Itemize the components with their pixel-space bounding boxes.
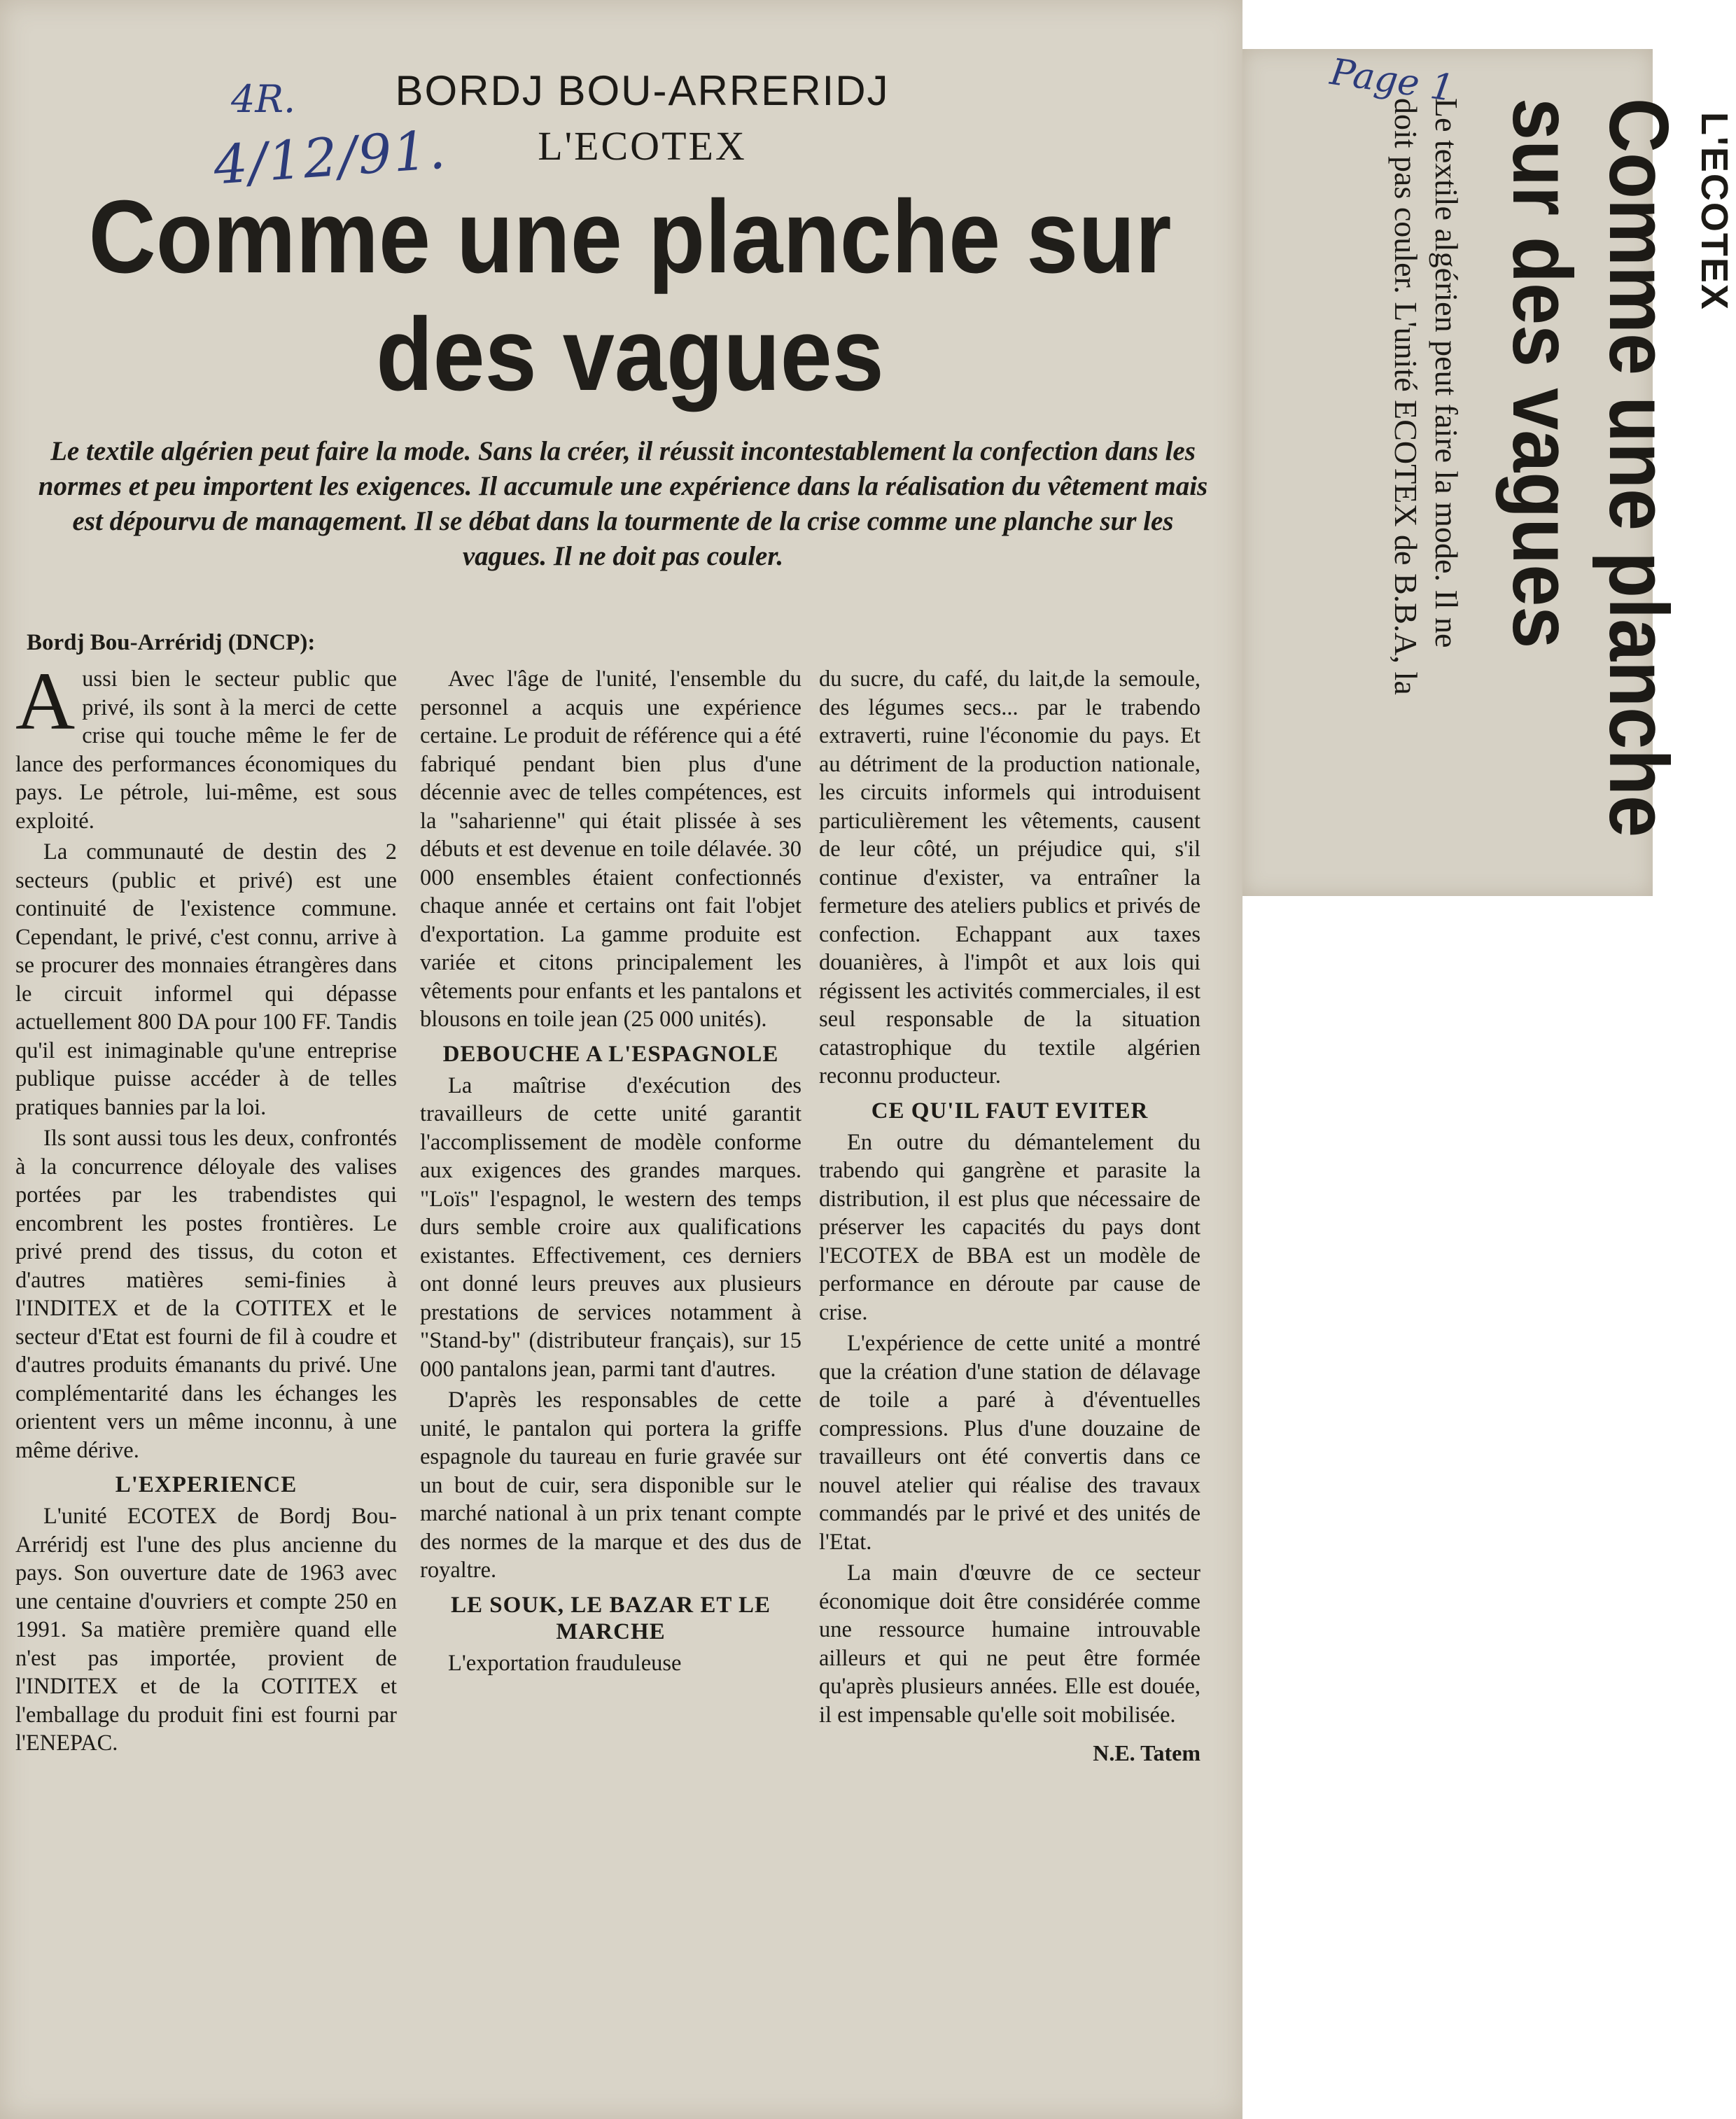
paragraph: En outre du démantelement du trabendo qui gangrène et parasite la distribution, il est plus que nécessaire de préserver les capacités du pays dont l'ECOTEX de BBA est un modèle de performance en déroute par cause de crise. [819, 1129, 1200, 1325]
side-lede-line-2: doit pas couler. L'unité ECOTEX de B.B.A, la [1388, 98, 1424, 695]
article-lede: Le textile algérien peut faire la mode. Sans la créer, il réussit incontestablement la confection dans les normes et peu importent les exigences. Il accumule une expérience dans la réalisation du vêtement mais est dépourvu de management. Il se débat dans la tourmente de la crise comme une planche sur les vagues. Il ne doit pas couler. [38, 436, 1208, 571]
side-headline-line-1: Comme une planche [1592, 98, 1686, 838]
paragraph: La maîtrise d'exécution des travailleurs de cette unité garantit l'accomplissement de modèle conforme aux exigences des grandes marques. "Loïs" l'espagnol, le western des temps durs semble croire aux qualifications existantes. Effectivement, ces derniers ont donné leurs preuves aux plusieurs prestations de services notamment à "Stand-by" (distributeur français), sur 15 000 pantalons jean, parmi tant d'autres. [420, 1072, 802, 1382]
subheading-eviter: CE QU'IL FAUT EVITER [871, 1098, 1149, 1124]
company-kicker: L'ECOTEX [538, 123, 747, 169]
handwritten-date: 4/12/91. [211, 118, 449, 197]
subheading-experience: L'EXPERIENCE [115, 1472, 298, 1497]
article-headline: Comme une planche sur des vagues [88, 179, 1172, 412]
article-column-1 [15, 655, 397, 1761]
article-column-2 [420, 665, 802, 1680]
side-lede [1385, 98, 1466, 882]
paragraph: L'unité ECOTEX de Bordj Bou-Arréridj est l'une des plus ancienne du pays. Son ouverture date de 1963 avec une centaine d'ouvriers et compte 250 en 1991. Sa matière première quand elle n'est pas importée, provient de l'INDITEX et de la COTITEX et l'emballage du produit fini est fourni par l'ENEPAC. [15, 1504, 397, 1756]
location-kicker: BORDJ BOU-ARRERIDJ [395, 67, 890, 114]
article-column-3 [819, 665, 1200, 1768]
side-headline [1494, 98, 1687, 837]
drop-cap: A [15, 655, 76, 747]
paragraph: D'après les responsables de cette unité, le pantalon qui portera la griffe espagnole du taureau en furie gravée sur un bout de cuir, sera disponible sur le marché national à un prix tenant compte des normes de la marque et des dus de royaltre. [420, 1387, 802, 1583]
paragraph: La main d'œuvre de ce secteur économique doit être considérée comme une ressource humaine introuvable ailleurs et qui ne peut être formée qu'après plusieurs années. Elle est douée, il est impensable qu'elle soit mobilisée. [819, 1560, 1200, 1728]
subheading-debouche: DEBOUCHE A L'ESPAGNOLE [442, 1041, 779, 1067]
handwritten-date-prefix: 4R. [231, 77, 296, 121]
side-headline-line-2: sur des vagues [1495, 98, 1589, 649]
paragraph: L'expérience de cette unité a montré que la création d'une station de délavage de toile a paré à d'éventuelles compressions. Plus d'une douzaine de travailleurs ont été convertis dans ce nouvel atelier qui réalise des travaux commandés par le privé et des unités de l'Etat. [819, 1331, 1200, 1555]
author-signature: N.E. Tatem [1093, 1740, 1200, 1765]
paragraph: L'exportation frauduleuse [448, 1650, 682, 1676]
side-lede-line-1: Le textile algérien peut faire la mode. Il ne [1429, 98, 1464, 648]
paragraph: du sucre, du café, du lait,de la semoule, des légumes secs... par le trabendo extraverti, ruine l'économie du pays. Et au détriment de la production nationale, les circuits informels qui introduisent particulièrement les vêtements, causent de leur côté, un préjudice qui, s'il continue d'exister, va entraîner la fermeture des ateliers publics et privés de confection. Echappant aux taxes douanières, à l'impôt et aux lois qui régissent les activités commerciales, il est seul responsable de la situation catastrophique du textile algérien reconnu producteur. [819, 666, 1200, 1089]
paragraph: La communauté de destin des 2 secteurs (public et privé) est une continuité de l'existence commune. Cependant, le privé, c'est connu, arrive à se procurer des monnaies étrangères dans le circuit informel qui dépasse actuellement 800 DA pour 100 FF. Tandis qu'il est inimaginable qu'une entreprise publique puisse accéder à de telles pratiques bannies par la loi. [15, 839, 397, 1120]
article-dateline: Bordj Bou-Arréridj (DNCP): [27, 630, 316, 655]
handwritten-page-note: Page 1 [1327, 50, 1457, 111]
paragraph [15, 655, 397, 835]
side-clipping-rotated-text [1330, 98, 1736, 882]
paragraph-text: ussi bien le secteur public que privé, ils sont à la merci de cette crise qui touche même le fer de lance des performances économiques du pays. Le pétrole, lui-même, est sous exploité. [15, 666, 397, 834]
subheading-souk: LE SOUK, LE BAZAR ET LE MARCHE [450, 1592, 771, 1644]
paragraph: Avec l'âge de l'unité, l'ensemble du personnel a acquis une expérience certaine. Le produit de référence qui a été fabriqué pendant bien plus d'une décennie avec de telles compétences, est la "saharienne" qui était plissée à ses débuts et est devenue en toile délavée. 30 000 ensembles étaient confectionnés chaque année et certains ont fait l'objet d'exportation. La gamme produite est variée et citons principalement les vêtements pour enfants et les pantalons et blousons en toile jean (25 000 unités). [420, 666, 802, 1032]
paragraph: Ils sont aussi tous les deux, confrontés à la concurrence déloyale des valises portées par les trabendistes qui encombrent les postes frontières. Le privé prend des tissus, du coton et d'autres matières semi-finies à l'INDITEX et de la COTITEX et le secteur d'Etat est fourni de fil à coudre et d'autres produits émanants du privé. Une complémentarité dans les échanges les orientent vers un même inconnu, à une même dérive. [15, 1126, 397, 1463]
side-company-kicker: L'ECOTEX [1693, 112, 1735, 311]
